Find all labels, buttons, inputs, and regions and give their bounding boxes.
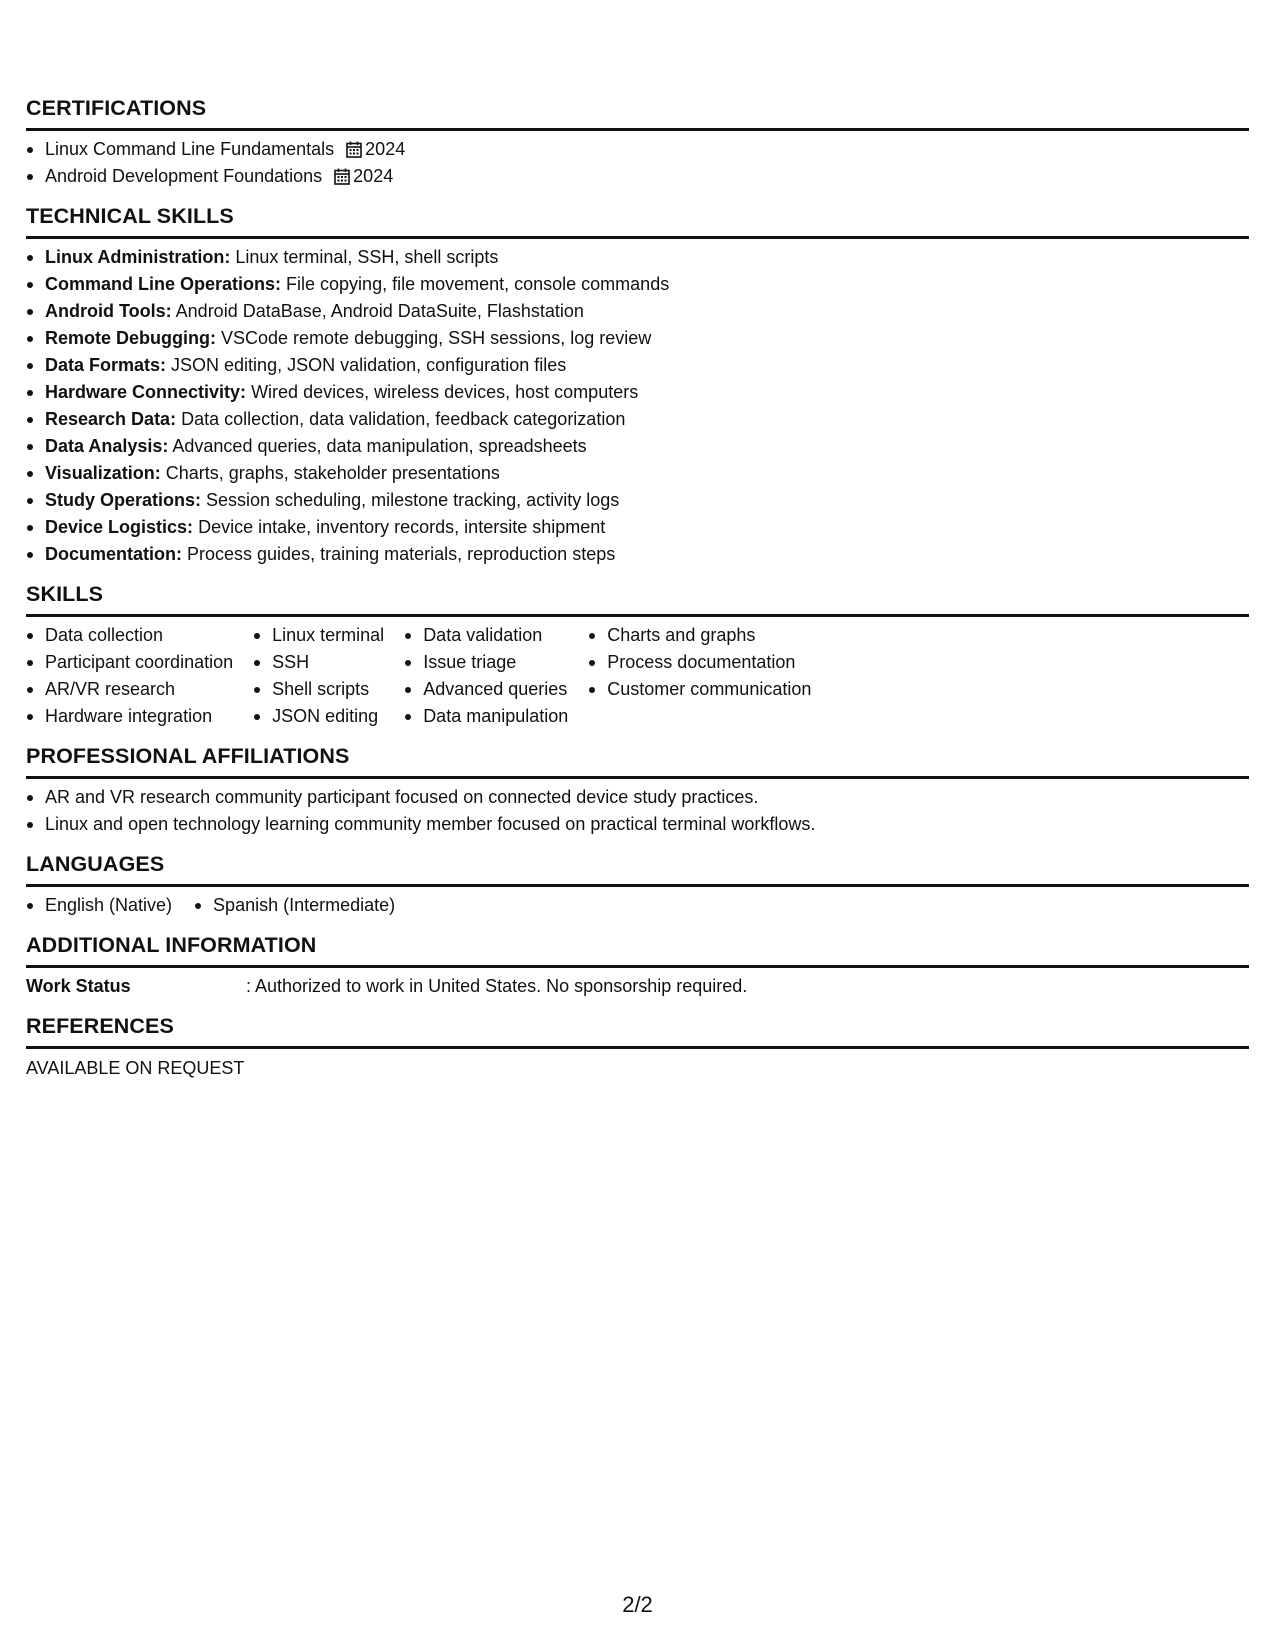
skill-text: Device intake, inventory records, intersite shipment	[193, 517, 606, 537]
skill-label: Data Formats:	[45, 355, 167, 375]
skills-section	[26, 580, 1249, 730]
technical-skill-item	[26, 325, 1249, 352]
certification-year: 2024	[353, 166, 394, 186]
skill-label: Remote Debugging:	[45, 328, 216, 348]
affiliations-section	[26, 742, 1249, 838]
resume-page	[26, 94, 1249, 1094]
skill-text: Process guides, training materials, reproduction steps	[182, 544, 616, 564]
certification-name: Linux Command Line Fundamentals	[45, 139, 335, 159]
skill-text: Linux terminal, SSH, shell scripts	[230, 247, 499, 267]
skill-text: Charts, graphs, stakeholder presentations	[160, 463, 500, 483]
skills-columns	[26, 622, 1249, 730]
skill-item: Data collection	[26, 622, 253, 649]
skill-label: Documentation:	[45, 544, 182, 564]
skill-text: Session scheduling, milestone tracking, activity logs	[201, 490, 620, 510]
references-text: AVAILABLE ON REQUEST	[26, 1058, 245, 1078]
section-title-skills: SKILLS	[26, 580, 1249, 617]
technical-skill-item	[26, 352, 1249, 379]
skill-label: Study Operations:	[45, 490, 202, 510]
certifications-list	[26, 136, 1249, 190]
skill-label: Command Line Operations:	[45, 274, 282, 294]
technical-skill-item	[26, 406, 1249, 433]
certification-name: Android Development Foundations	[45, 166, 323, 186]
page-number: 2/2	[622, 1592, 653, 1617]
skill-text: File copying, file movement, console commands	[281, 274, 670, 294]
skill-label: Data Analysis:	[45, 436, 169, 456]
skills-column	[404, 622, 588, 730]
skills-column	[253, 622, 404, 730]
skill-text: VSCode remote debugging, SSH sessions, log review	[216, 328, 652, 348]
section-title-technical-skills: TECHNICAL SKILLS	[26, 202, 1249, 239]
skill-label: Linux Administration:	[45, 247, 231, 267]
skill-item: JSON editing	[253, 703, 404, 730]
skill-item: Charts and graphs	[588, 622, 831, 649]
skill-text: Data collection, data validation, feedback categorization	[176, 409, 626, 429]
work-status-row	[26, 973, 1249, 1000]
technical-skill-item	[26, 271, 1249, 298]
section-title-references: REFERENCES	[26, 1012, 1249, 1049]
technical-skill-item	[26, 460, 1249, 487]
skill-label: Android Tools:	[45, 301, 172, 321]
additional-info-section	[26, 931, 1249, 1000]
skill-label: Hardware Connectivity:	[45, 382, 247, 402]
technical-skill-item	[26, 244, 1249, 271]
skill-item: Shell scripts	[253, 676, 404, 703]
certification-year: 2024	[365, 139, 406, 159]
calendar-icon	[334, 166, 350, 193]
affiliation-item: Linux and open technology learning community member focused on practical terminal workflows.	[26, 811, 1249, 838]
skill-text: JSON editing, JSON validation, configuration files	[166, 355, 567, 375]
skill-item: Participant coordination	[26, 649, 253, 676]
affiliation-item: AR and VR research community participant focused on connected device study practices.	[26, 784, 1249, 811]
skill-label: Device Logistics:	[45, 517, 194, 537]
work-status-label: Work Status	[26, 976, 131, 996]
section-title-affiliations: PROFESSIONAL AFFILIATIONS	[26, 742, 1249, 779]
technical-skill-item	[26, 487, 1249, 514]
skills-column	[26, 622, 253, 730]
languages-section	[26, 850, 1249, 919]
technical-skills-list	[26, 244, 1249, 568]
technical-skill-item	[26, 514, 1249, 541]
skill-label: Research Data:	[45, 409, 177, 429]
skill-item: AR/VR research	[26, 676, 253, 703]
section-title-languages: LANGUAGES	[26, 850, 1249, 887]
skill-item: SSH	[253, 649, 404, 676]
skill-text: Advanced queries, data manipulation, spreadsheets	[168, 436, 587, 456]
skill-label: Visualization:	[45, 463, 161, 483]
references-section	[26, 1012, 1249, 1082]
languages-list	[26, 892, 1249, 919]
skill-item: Hardware integration	[26, 703, 253, 730]
technical-skill-item	[26, 433, 1249, 460]
section-title-certifications: CERTIFICATIONS	[26, 94, 1249, 131]
technical-skill-item	[26, 541, 1249, 568]
skill-text: Wired devices, wireless devices, host computers	[246, 382, 639, 402]
affiliations-list	[26, 784, 1249, 838]
skills-column	[588, 622, 831, 730]
skill-item: Data manipulation	[404, 703, 588, 730]
technical-skill-item	[26, 298, 1249, 325]
technical-skill-item	[26, 379, 1249, 406]
technical-skills-section	[26, 202, 1249, 568]
certification-item	[26, 136, 1249, 163]
skill-item: Issue triage	[404, 649, 588, 676]
skill-item: Advanced queries	[404, 676, 588, 703]
skill-text: Android DataBase, Android DataSuite, Flashstation	[171, 301, 584, 321]
skill-item: Process documentation	[588, 649, 831, 676]
section-title-additional-info: ADDITIONAL INFORMATION	[26, 931, 1249, 968]
calendar-icon	[346, 139, 362, 166]
skill-item: Linux terminal	[253, 622, 404, 649]
skill-item: Customer communication	[588, 676, 831, 703]
language-item: Spanish (Intermediate)	[194, 892, 395, 919]
certification-item	[26, 163, 1249, 190]
certifications-section	[26, 94, 1249, 190]
language-item: English (Native)	[26, 892, 172, 919]
work-status-value: : Authorized to work in United States. No sponsorship required.	[246, 976, 748, 996]
skill-item: Data validation	[404, 622, 588, 649]
